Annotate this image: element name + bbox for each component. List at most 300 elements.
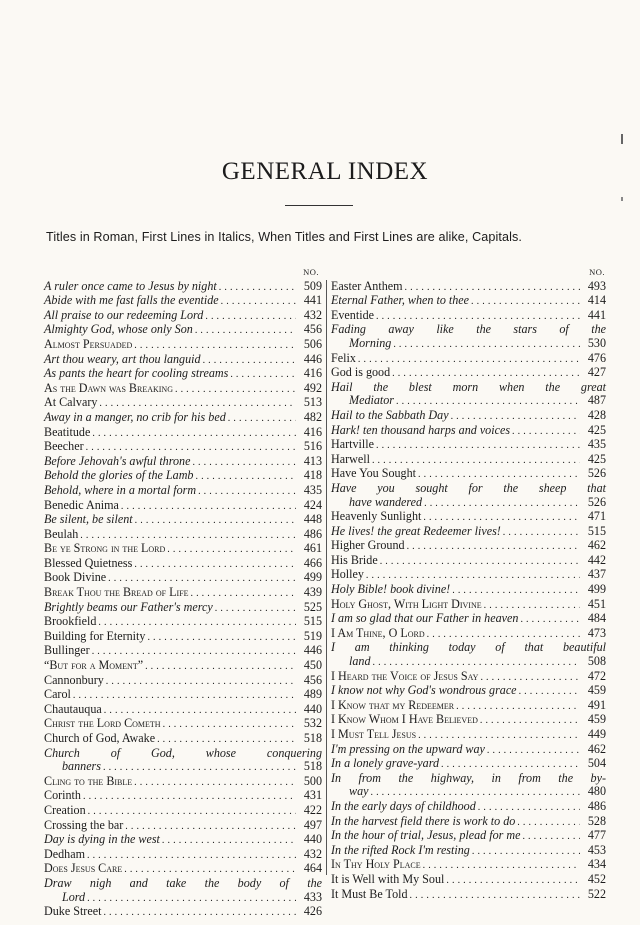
index-entry-title: In the early days of childhood bbox=[331, 798, 476, 813]
hymn-number: 515 bbox=[303, 614, 322, 629]
hymn-number: 508 bbox=[587, 654, 606, 669]
index-entry bbox=[331, 583, 606, 598]
index-entry-title: Creation bbox=[44, 802, 86, 817]
index-entry bbox=[44, 557, 322, 572]
hymn-number: 442 bbox=[587, 552, 606, 567]
index-entry-continuation: Lord bbox=[62, 889, 86, 904]
index-entry bbox=[44, 630, 322, 645]
index-entry-continuation: Morning bbox=[349, 335, 392, 350]
hymn-number: 493 bbox=[587, 278, 606, 293]
index-entry-title: Before Jehovah's awful throne bbox=[44, 453, 191, 468]
index-entry-title: Break Thou the Bread of Life bbox=[44, 585, 189, 600]
hymn-number: 532 bbox=[303, 716, 322, 731]
index-entry bbox=[44, 891, 322, 906]
hymn-number: 462 bbox=[587, 741, 606, 756]
index-entry bbox=[331, 888, 606, 903]
title-rule bbox=[285, 205, 353, 206]
index-entry-title: It Must Be Told bbox=[331, 886, 408, 901]
index-entry bbox=[44, 688, 322, 703]
index-entry bbox=[331, 815, 606, 830]
hymn-number: 486 bbox=[303, 526, 322, 541]
index-entry-title: It is Well with My Soul bbox=[331, 871, 445, 886]
hymn-number: 526 bbox=[587, 494, 606, 509]
dot-leader bbox=[441, 757, 580, 772]
hymn-number: 418 bbox=[303, 468, 322, 483]
dot-leader bbox=[205, 309, 296, 324]
dot-leader bbox=[503, 525, 580, 540]
index-entry-title: I'm pressing on the upward way bbox=[331, 741, 485, 756]
dot-leader bbox=[221, 294, 296, 309]
index-entry bbox=[331, 757, 606, 772]
index-entry bbox=[331, 409, 606, 424]
index-entry-title: Holley bbox=[331, 567, 364, 582]
index-entry-title: Almighty God, whose only Son bbox=[44, 322, 193, 337]
index-entry bbox=[331, 800, 606, 815]
index-entry-title: Dedham bbox=[44, 846, 85, 861]
hymn-number: 473 bbox=[587, 625, 606, 640]
dot-leader bbox=[418, 467, 580, 482]
dot-leader bbox=[121, 499, 296, 514]
dot-leader bbox=[103, 760, 296, 775]
index-entry bbox=[331, 453, 606, 468]
index-entry-title: “But for a Moment” bbox=[44, 658, 144, 673]
hymn-number: 431 bbox=[303, 788, 322, 803]
index-entry-title: Easter Anthem bbox=[331, 278, 403, 293]
dot-leader bbox=[135, 513, 296, 528]
index-entry-title: Felix bbox=[331, 350, 356, 365]
dot-leader bbox=[484, 598, 580, 613]
hymn-number: 439 bbox=[303, 585, 322, 600]
hymn-number: 509 bbox=[303, 278, 322, 293]
dot-leader bbox=[215, 601, 296, 616]
index-entry-title: Away in a manger, no crib for his bed bbox=[44, 409, 226, 424]
hymn-number: 476 bbox=[587, 350, 606, 365]
hymn-number: 522 bbox=[587, 886, 606, 901]
hymn-number: 530 bbox=[587, 335, 606, 350]
index-entry bbox=[331, 554, 606, 569]
hymn-number: 441 bbox=[587, 307, 606, 322]
index-entry-title: Beecher bbox=[44, 439, 84, 454]
hymn-number: 453 bbox=[587, 842, 606, 857]
index-entry bbox=[331, 713, 606, 728]
index-entry-title: I Know that my Redeemer bbox=[331, 697, 455, 712]
index-list-right bbox=[331, 280, 606, 903]
index-entry-title: Church of God, Awake bbox=[44, 731, 156, 745]
index-entry bbox=[44, 528, 322, 543]
index-entry bbox=[44, 717, 322, 732]
dot-leader bbox=[520, 612, 580, 627]
dot-leader bbox=[80, 528, 296, 543]
dot-leader bbox=[396, 394, 580, 409]
dot-leader bbox=[92, 644, 296, 659]
index-entry bbox=[44, 499, 322, 514]
index-entry-continuation: way bbox=[349, 784, 369, 799]
index-entry-title: Have you sought for the sheep that bbox=[331, 480, 606, 495]
index-entry-title: In the harvest field there is work to do bbox=[331, 813, 516, 828]
dot-leader bbox=[517, 815, 580, 830]
index-entry bbox=[331, 655, 606, 670]
hymn-number: 425 bbox=[587, 422, 606, 437]
index-entry bbox=[331, 844, 606, 859]
index-entry-title: At Calvary bbox=[44, 395, 98, 410]
hymn-number: 480 bbox=[587, 784, 606, 799]
index-entry bbox=[44, 542, 322, 557]
index-entry bbox=[331, 424, 606, 439]
index-entry-title: All praise to our redeeming Lord bbox=[44, 307, 204, 322]
index-entry-title: His Bride bbox=[331, 552, 378, 567]
index-entry bbox=[44, 426, 322, 441]
dot-leader bbox=[393, 337, 580, 352]
dot-leader bbox=[376, 309, 580, 324]
hymn-number: 519 bbox=[303, 628, 322, 643]
index-entry-title: In a lonely grave-yard bbox=[331, 756, 440, 771]
dot-leader bbox=[125, 819, 296, 834]
index-list-left bbox=[44, 280, 322, 920]
hymn-number: 513 bbox=[303, 395, 322, 410]
index-entry-title: Beatitude bbox=[44, 424, 91, 439]
margin-mark bbox=[621, 134, 623, 144]
index-entry-title: Draw nigh and take the body of the bbox=[44, 875, 322, 890]
index-entry-title: Eventide bbox=[331, 307, 374, 322]
hymn-number: 450 bbox=[303, 658, 322, 673]
index-entry bbox=[44, 732, 322, 747]
index-entry-title: Hark! ten thousand harps and voices bbox=[331, 422, 511, 437]
index-entry-title: Crossing the bar bbox=[44, 817, 124, 832]
dot-leader bbox=[392, 366, 580, 381]
index-entry bbox=[44, 833, 322, 848]
index-entry-title: As the Dawn was Breaking bbox=[44, 380, 173, 395]
hymn-number: 477 bbox=[587, 828, 606, 843]
index-entry bbox=[44, 455, 322, 470]
index-entry bbox=[331, 496, 606, 511]
index-entry bbox=[331, 670, 606, 685]
dot-leader bbox=[472, 844, 580, 859]
dot-leader bbox=[106, 674, 296, 689]
dot-leader bbox=[456, 699, 580, 714]
hymn-number: 456 bbox=[303, 672, 322, 687]
index-entry-title: Blessed Quietness bbox=[44, 555, 133, 570]
index-column-right bbox=[331, 266, 606, 902]
hymn-number: 516 bbox=[303, 439, 322, 454]
index-entry-title: Does Jesus Care bbox=[44, 861, 123, 876]
hymn-number: 464 bbox=[303, 861, 322, 876]
hymn-number: 528 bbox=[587, 813, 606, 828]
index-entry-title: He lives! the great Redeemer lives! bbox=[331, 523, 501, 538]
dot-leader bbox=[512, 424, 580, 439]
index-entry bbox=[331, 394, 606, 409]
hymn-number: 448 bbox=[303, 512, 322, 527]
index-entry bbox=[331, 612, 606, 627]
index-entry-title: As pants the heart for cooling streams bbox=[44, 366, 229, 381]
hymn-number: 526 bbox=[587, 466, 606, 481]
dot-leader bbox=[175, 382, 296, 397]
dot-leader bbox=[219, 280, 296, 295]
dot-leader bbox=[198, 484, 296, 499]
dot-leader bbox=[195, 323, 296, 338]
index-entry-title: Heavenly Sunlight bbox=[331, 509, 422, 524]
dot-leader bbox=[480, 670, 580, 685]
dot-leader bbox=[99, 396, 296, 411]
dot-leader bbox=[163, 717, 296, 732]
index-entry-title: A ruler once came to Jesus by night bbox=[44, 278, 217, 293]
index-entry-title: Eternal Father, when to thee bbox=[331, 293, 470, 308]
hymn-number: 504 bbox=[587, 756, 606, 771]
dot-leader bbox=[147, 630, 296, 645]
hymn-number: 482 bbox=[303, 409, 322, 424]
hymn-number: 500 bbox=[303, 773, 322, 788]
dot-leader bbox=[519, 684, 580, 699]
hymn-number: 413 bbox=[303, 453, 322, 468]
margin-mark bbox=[621, 197, 623, 201]
hymn-number: 459 bbox=[587, 683, 606, 698]
dot-leader bbox=[83, 789, 296, 804]
index-entry-title: Beulah bbox=[44, 526, 79, 541]
index-entry bbox=[331, 438, 606, 453]
index-entry bbox=[44, 644, 322, 659]
index-entry bbox=[331, 568, 606, 583]
index-entry-title: I Am Thine, O Lord bbox=[331, 625, 425, 640]
index-entry-title: Christ the Lord Cometh bbox=[44, 716, 161, 731]
hymn-number: 446 bbox=[303, 643, 322, 658]
index-entry-continuation: banners bbox=[62, 759, 101, 774]
index-entry bbox=[44, 280, 322, 295]
index-entry-title: In Thy Holy Place bbox=[331, 857, 421, 872]
number-column-header: NO. bbox=[303, 267, 319, 277]
index-entry bbox=[331, 337, 606, 352]
dot-leader bbox=[108, 571, 296, 586]
dot-leader bbox=[167, 542, 296, 557]
index-entry-title: I know not why God's wondrous grace bbox=[331, 683, 517, 698]
index-entry bbox=[331, 510, 606, 525]
index-entry bbox=[44, 703, 322, 718]
index-entry-title: God is good bbox=[331, 365, 391, 380]
index-entry-title: Hail the blest morn when the great bbox=[331, 379, 606, 394]
hymn-number: 425 bbox=[587, 451, 606, 466]
dot-leader bbox=[192, 455, 296, 470]
hymn-number: 424 bbox=[303, 497, 322, 512]
dot-leader bbox=[446, 873, 580, 888]
index-entry-title: Be ye Strong in the Lord bbox=[44, 541, 166, 556]
dot-leader bbox=[88, 804, 296, 819]
hymn-number: 440 bbox=[303, 832, 322, 847]
index-entry bbox=[331, 280, 606, 295]
dot-leader bbox=[376, 438, 580, 453]
dot-leader bbox=[418, 728, 580, 743]
dot-leader bbox=[366, 568, 580, 583]
dot-leader bbox=[427, 627, 580, 642]
dot-leader bbox=[487, 743, 580, 758]
dot-leader bbox=[424, 496, 580, 511]
dot-leader bbox=[157, 732, 296, 747]
index-entry bbox=[44, 294, 322, 309]
index-entry-continuation: have wandered bbox=[349, 494, 423, 509]
index-entry-title: Building for Eternity bbox=[44, 628, 146, 643]
dot-leader bbox=[87, 848, 296, 863]
column-divider bbox=[326, 280, 327, 875]
index-entry bbox=[44, 411, 322, 426]
dot-leader bbox=[134, 338, 296, 353]
index-entry bbox=[44, 382, 322, 397]
dot-leader bbox=[104, 703, 296, 718]
dot-leader bbox=[162, 833, 296, 848]
dot-leader bbox=[98, 615, 296, 630]
index-entry-title: Higher Ground bbox=[331, 538, 405, 553]
index-entry bbox=[331, 728, 606, 743]
hymn-number: 428 bbox=[587, 407, 606, 422]
index-entry-title: Brightly beams our Father's mercy bbox=[44, 599, 213, 614]
index-entry bbox=[331, 873, 606, 888]
dot-leader bbox=[522, 829, 580, 844]
index-entry bbox=[44, 615, 322, 630]
dot-leader bbox=[87, 891, 296, 906]
hymn-number: 426 bbox=[303, 904, 322, 919]
index-entry bbox=[331, 539, 606, 554]
hymn-number: 422 bbox=[303, 802, 322, 817]
index-entry bbox=[44, 775, 322, 790]
dot-leader bbox=[480, 713, 580, 728]
hymn-number: 487 bbox=[587, 393, 606, 408]
index-entry bbox=[44, 440, 322, 455]
dot-leader bbox=[86, 440, 296, 455]
hymn-number: 461 bbox=[303, 541, 322, 556]
hymn-number: 472 bbox=[587, 668, 606, 683]
index-column-left bbox=[44, 266, 322, 920]
index-entry bbox=[44, 848, 322, 863]
index-entry-title: I Heard the Voice of Jesus Say bbox=[331, 668, 479, 683]
dot-leader bbox=[405, 280, 580, 295]
index-entry bbox=[44, 309, 322, 324]
dot-leader bbox=[134, 775, 296, 790]
dot-leader bbox=[451, 409, 580, 424]
index-entry bbox=[44, 353, 322, 368]
hymn-number: 440 bbox=[303, 701, 322, 716]
dot-leader bbox=[471, 294, 580, 309]
hymn-number: 499 bbox=[587, 582, 606, 597]
hymn-number: 434 bbox=[587, 857, 606, 872]
dot-leader bbox=[478, 800, 580, 815]
dot-leader bbox=[423, 858, 580, 873]
index-entry bbox=[44, 513, 322, 528]
index-entry-title: In the rifted Rock I'm resting bbox=[331, 842, 470, 857]
hymn-number: 466 bbox=[303, 555, 322, 570]
index-entry-title: Behold, where in a mortal form bbox=[44, 482, 197, 497]
index-entry bbox=[331, 309, 606, 324]
index-entry-title: Chautauqua bbox=[44, 701, 102, 716]
index-entry bbox=[331, 684, 606, 699]
index-entry-title: Fading away like the stars of the bbox=[331, 322, 606, 337]
index-entry bbox=[44, 367, 322, 382]
index-entry bbox=[44, 819, 322, 834]
index-entry-title: Hartville bbox=[331, 437, 374, 452]
hymn-number: 525 bbox=[303, 599, 322, 614]
index-entry-title: I am so glad that our Father in heaven bbox=[331, 611, 519, 626]
hymn-number: 471 bbox=[587, 509, 606, 524]
hymn-number: 484 bbox=[587, 611, 606, 626]
dot-leader bbox=[124, 862, 296, 877]
index-entry bbox=[331, 352, 606, 367]
index-entry-title: Holy Ghost, With Light Divine bbox=[331, 596, 482, 611]
number-column-header: NO. bbox=[589, 267, 605, 277]
dot-leader bbox=[134, 557, 296, 572]
hymn-number: 462 bbox=[587, 538, 606, 553]
index-entry bbox=[44, 789, 322, 804]
index-entry bbox=[44, 323, 322, 338]
hymn-number: 491 bbox=[587, 697, 606, 712]
hymn-number: 446 bbox=[303, 351, 322, 366]
hymn-number: 515 bbox=[587, 523, 606, 538]
index-entry-title: Cling to the Bible bbox=[44, 773, 133, 788]
dot-leader bbox=[92, 426, 296, 441]
index-entry bbox=[331, 699, 606, 714]
index-entry-title: In the hour of trial, Jesus, plead for me bbox=[331, 828, 521, 843]
dot-leader bbox=[407, 539, 580, 554]
index-entry bbox=[331, 525, 606, 540]
hymn-number: 435 bbox=[303, 482, 322, 497]
dot-leader bbox=[423, 510, 580, 525]
hymn-number: 435 bbox=[587, 437, 606, 452]
index-entry-title: Hail to the Sabbath Day bbox=[331, 407, 449, 422]
index-entry-title: Benedic Anima bbox=[44, 497, 119, 512]
index-entry-title: Abide with me fast falls the eventide bbox=[44, 293, 219, 308]
dot-leader bbox=[73, 688, 296, 703]
index-entry-continuation: land bbox=[349, 654, 371, 669]
dot-leader bbox=[190, 586, 296, 601]
index-entry bbox=[331, 858, 606, 873]
index-entry-title: Harwell bbox=[331, 451, 370, 466]
hymn-number: 459 bbox=[587, 712, 606, 727]
index-entry bbox=[44, 804, 322, 819]
index-entry-title: Behold the glories of the Lamb bbox=[44, 468, 194, 483]
index-entry-title: Church of God, whose conquering bbox=[44, 745, 322, 760]
dot-leader bbox=[380, 554, 580, 569]
hymn-number: 432 bbox=[303, 846, 322, 861]
index-entry-continuation: Mediator bbox=[349, 393, 395, 408]
hymn-number: 416 bbox=[303, 424, 322, 439]
index-entry-title: Day is dying in the west bbox=[44, 832, 160, 847]
dot-leader bbox=[452, 583, 580, 598]
index-entry-title: Art thou weary, art thou languid bbox=[44, 351, 201, 366]
dot-leader bbox=[373, 655, 580, 670]
hymn-number: 433 bbox=[303, 889, 322, 904]
index-entry-title: Holy Bible! book divine! bbox=[331, 582, 451, 597]
index-entry bbox=[331, 627, 606, 642]
hymn-number: 456 bbox=[303, 322, 322, 337]
index-entry-title: Book Divine bbox=[44, 570, 107, 585]
dot-leader bbox=[103, 905, 296, 920]
index-entry bbox=[331, 467, 606, 482]
index-entry-title: Be silent, be silent bbox=[44, 512, 133, 527]
dot-leader bbox=[358, 352, 580, 367]
index-entry bbox=[44, 601, 322, 616]
index-entry bbox=[44, 571, 322, 586]
dot-leader bbox=[203, 353, 296, 368]
hymn-number: 489 bbox=[303, 687, 322, 702]
index-entry-title: Corinth bbox=[44, 788, 81, 803]
hymn-number: 499 bbox=[303, 570, 322, 585]
hymn-number: 506 bbox=[303, 336, 322, 351]
hymn-number: 414 bbox=[587, 293, 606, 308]
hymn-number: 441 bbox=[303, 293, 322, 308]
hymn-number: 486 bbox=[587, 798, 606, 813]
dot-leader bbox=[195, 469, 296, 484]
hymn-number: 437 bbox=[587, 567, 606, 582]
index-entry-title: Have You Sought bbox=[331, 466, 417, 481]
index-entry-title: Bullinger bbox=[44, 643, 90, 658]
index-entry bbox=[331, 785, 606, 800]
index-entry bbox=[331, 598, 606, 613]
hymn-number: 518 bbox=[303, 759, 322, 774]
hymn-number: 416 bbox=[303, 366, 322, 381]
